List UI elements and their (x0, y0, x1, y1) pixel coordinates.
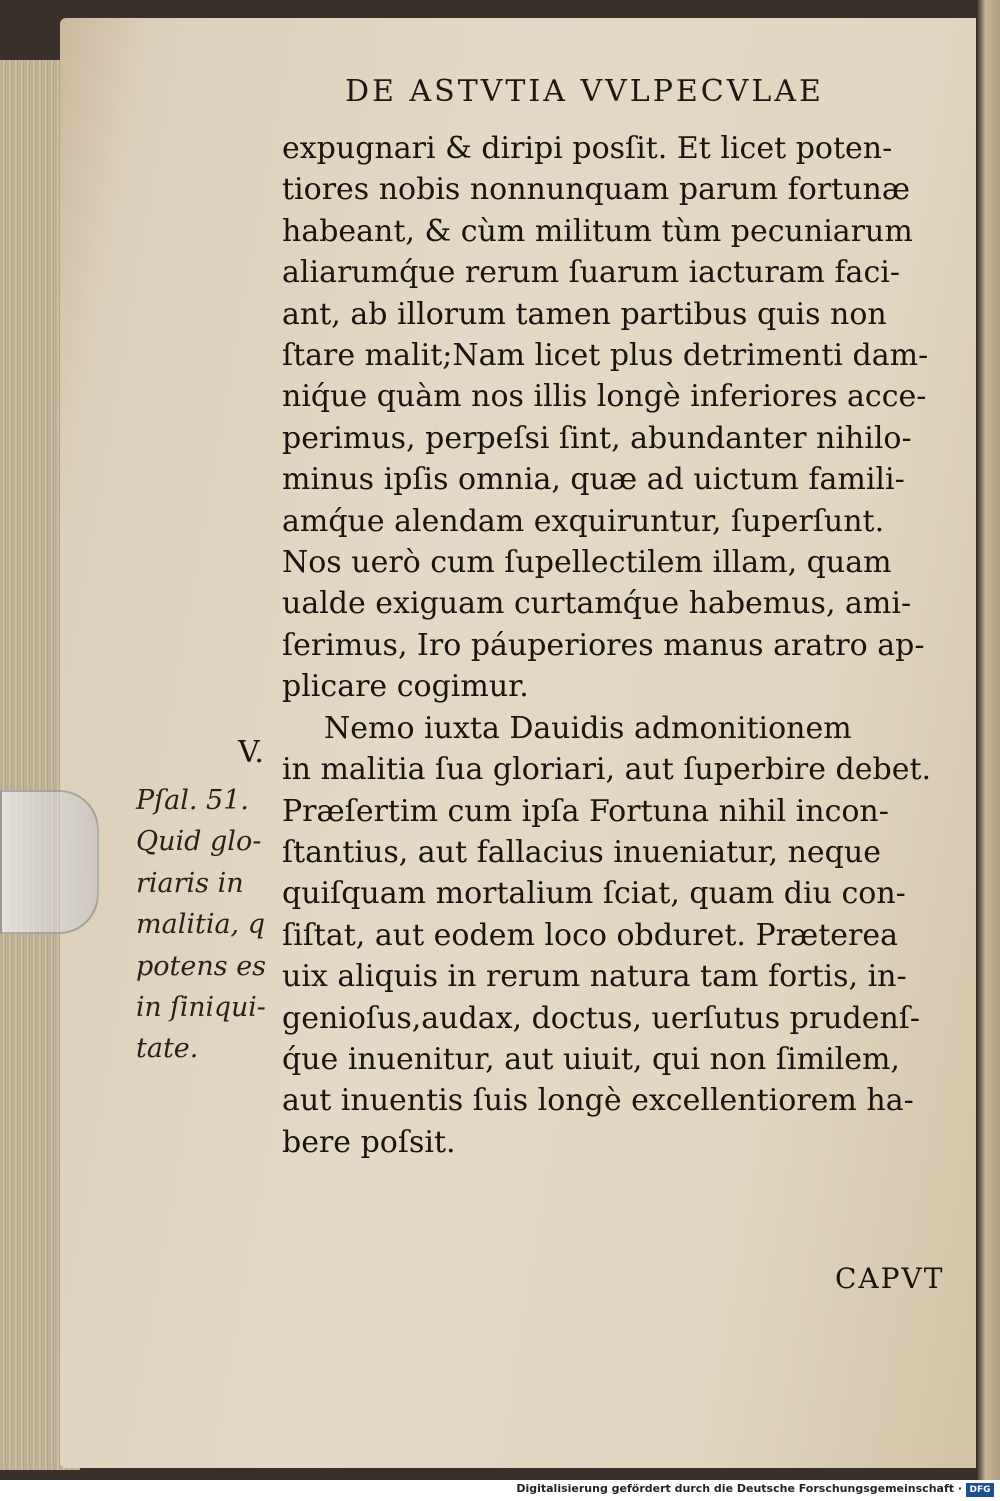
catchword: CAPVT (835, 1262, 945, 1295)
facing-page-edge (976, 0, 1000, 1480)
text-line: tiores nobis nonnunquam parum fortunæ (282, 172, 911, 208)
running-header: DE ASTVTIA VVLPECVLAE (345, 74, 824, 109)
text-line: q́ue inuenitur, aut uiuit, qui non ſimilem, (282, 1041, 900, 1077)
text-line: expugnari & diripi posſit. Et licet poten- (282, 131, 893, 166)
text-line: ualde exiguam curtamq́ue habemus, ami- (282, 586, 912, 622)
text-line: genioſus,audax, doctus, uerſutus prudenſ- (282, 1000, 921, 1036)
body-text (282, 128, 972, 1163)
marginal-line: in ſiniqui- (136, 992, 266, 1024)
digitization-credit: Digitalisierung gefördert durch die Deutsche Forschungsgemeinschaft · (516, 1482, 962, 1495)
text-line: ſiſtat, aut eodem loco obduret. Præterea (282, 917, 899, 953)
text-line: uix aliquis in rerum natura tam fortis, in- (282, 959, 907, 995)
text-line: Nos uerò cum ſupellectilem illam, quam (282, 545, 892, 581)
text-line: aliarumq́ue rerum ſuarum iacturam faci- (282, 255, 900, 291)
text-line: perimus, perpeſsi ſint, abundanter nihilo- (282, 420, 912, 456)
text-line: niq́ue quàm nos illis longè inferiores acce- (282, 379, 927, 415)
marginal-note (136, 780, 266, 1070)
text-line: in malitia ſua gloriari, aut ſuperbire debet. (282, 752, 932, 788)
marginal-line: potens es (136, 950, 267, 982)
text-line: aut inuentis ſuis longè excellentiorem ha- (282, 1083, 914, 1119)
text-line: bere poſsit. (282, 1124, 456, 1160)
text-line: Præſertim cum ipſa Fortuna nihil incon- (282, 793, 889, 829)
marginal-line: tate. (136, 1033, 199, 1065)
marginal-line: Pſal. 51. (136, 785, 249, 816)
book-clip (0, 790, 99, 934)
marginal-line: riaris in (136, 867, 244, 899)
section-numeral: V. (238, 735, 264, 770)
text-line: ant, ab illorum tamen partibus quis non (282, 296, 887, 332)
text-line: amq́ue alendam exquiruntur, ſuperſunt. (282, 503, 885, 539)
marginal-line: malitia, q (136, 909, 266, 941)
text-line: ſtantius, aut fallacius inueniatur, neque (282, 834, 881, 870)
text-line: ſtare malit;Nam licet plus detrimenti dam- (282, 338, 929, 374)
text-line: minus ipſis omnia, quæ ad uictum famili- (282, 462, 905, 498)
text-line: Nemo iuxta Dauidis admonitionem (324, 710, 852, 746)
text-line: quiſquam mortalium ſciat, quam diu con- (282, 876, 906, 912)
text-line: plicare cogimur. (282, 669, 529, 705)
text-line: ſerimus, Iro páuperiores manus aratro ap- (282, 627, 925, 663)
dfg-logo: DFG (966, 1483, 994, 1497)
marginal-line: Quid glo- (136, 826, 262, 858)
text-line: habeant, & cùm militum tùm pecuniarum (282, 213, 913, 249)
footer-bar (0, 1480, 1000, 1501)
